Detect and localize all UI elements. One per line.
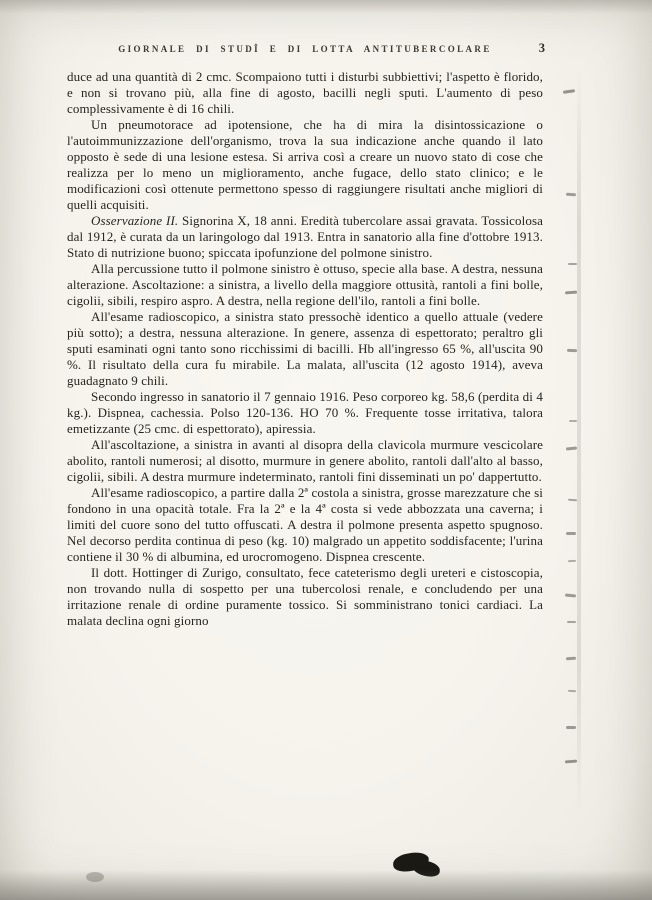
- paragraph-italic-lead: Osservazione II.: [91, 213, 179, 228]
- journal-title: GIORNALE DI STUDÎ E DI LOTTA ANTITUBERCOLARE: [118, 44, 492, 54]
- margin-mark: [567, 621, 576, 623]
- page-number: 3: [538, 41, 545, 55]
- paragraph: Osservazione II. Signorina X, 18 anni. Eredità tubercolare assai gravata. Tossicolosa dal 1912, è curata da un laringologo dal 1913. Entra in sanatorio alla fine d'ottobre 1913. Stato di nutrizione buono; spiccata ipofunzione del polmone sinistro.: [67, 213, 543, 260]
- margin-mark: [566, 726, 576, 729]
- paragraph: All'esame radioscopico, a partire dalla 2ª costola a sinistra, grosse marezzature che si fondono in una opacità totale. Fra la 2ª e la 4ª costa si vede abbozzata una caverna; i limiti del cuore sono del tutto offuscati. A destra il polmone presenta aspetto spugnoso. Nel decorso perdita continua di peso (kg. 10) malgrado un appetito soddisfacente; l'urina contiene il 30 % di albumina, ed urocromogeno. Dispnea crescente.: [67, 485, 543, 564]
- paragraph: Secondo ingresso in sanatorio il 7 gennaio 1916. Peso corporeo kg. 58,6 (perdita di 4 kg.). Dispnea, cachessia. Polso 120-136. HO 70 %. Frequente tosse irritativa, talora emetizzante (25 cmc. di espettorato), apiressia.: [67, 389, 543, 436]
- margin-mark: [568, 263, 577, 265]
- margin-mark: [567, 349, 577, 353]
- paragraph: Un pneumotorace ad ipotensione, che ha di mira la disintossicazione o l'autoimmunizzazione dell'organismo, trova la sua indicazione anche quando il lato opposto è sede di una lesione estesa. Si arriva così a creare un nuovo stato di cose che realizza per lo meno un miglioramento, anche fugace, dello stato clinico; e le modificazioni così ottenute permettono spesso di raggiungere risultati anche migliori di quelli acquisiti.: [67, 117, 543, 212]
- margin-mark: [568, 690, 576, 692]
- page-body: [67, 69, 543, 629]
- paragraph: Il dott. Hottinger di Zurigo, consultato, fece cateterismo degli ureteri e cistoscopia, non trovando nulla di sospetto per una tubercolosi renale, e concludendo per una irritazione renale di ordine puramente tossico. Si somministrano tonici cardiaci. La malata declina ogni giorno: [67, 565, 543, 628]
- page-header: [67, 41, 545, 62]
- scan-edge-shadow-bottom: [0, 870, 652, 900]
- paragraph: Alla percussione tutto il polmone sinistro è ottuso, specie alla base. A destra, nessuna alterazione. Ascoltazione: a sinistra, a livello della maggiore ottusità, rantoli a fini bolle, cigolii, sibili, respiro aspro. A destra, nella regione dell'ilo, rantoli a fini bolle.: [67, 261, 543, 308]
- scan-crease-shadow: [577, 70, 581, 815]
- margin-mark: [568, 560, 576, 562]
- margin-mark: [569, 420, 577, 422]
- scan-edge-shadow-top: [0, 0, 652, 14]
- paragraph: All'ascoltazione, a sinistra in avanti al disopra della clavicola murmure vescicolare abolito, rantoli numerosi; al disotto, murmure in genere abolito, rantoli dall'alto al basso, cigolii, sibili. A destra murmure indeterminato, rantoli fini disseminati un po' dappertutto.: [67, 437, 543, 484]
- margin-mark: [566, 532, 576, 535]
- paragraph: All'esame radioscopico, a sinistra stato pressochè identico a quello attuale (vedere più sotto); a destra, nessuna alterazione. In genere, assenza di espettorato; peraltro gli sputi esaminati ogni tanto sono ricchissimi di bacilli. Hb all'ingresso 65 %, all'uscita 90 %. Il risultato della cura fu mirabile. La malata, all'uscita (12 agosto 1914), aveva guadagnato 9 chili.: [67, 309, 543, 388]
- paragraph: duce ad una quantità di 2 cmc. Scompaiono tutti i disturbi subbiettivi; l'aspetto è florido, e non si trovano più, alla fine di agosto, bacilli negli sputi. L'aumento di peso complessivamente è di 16 chili.: [67, 69, 543, 116]
